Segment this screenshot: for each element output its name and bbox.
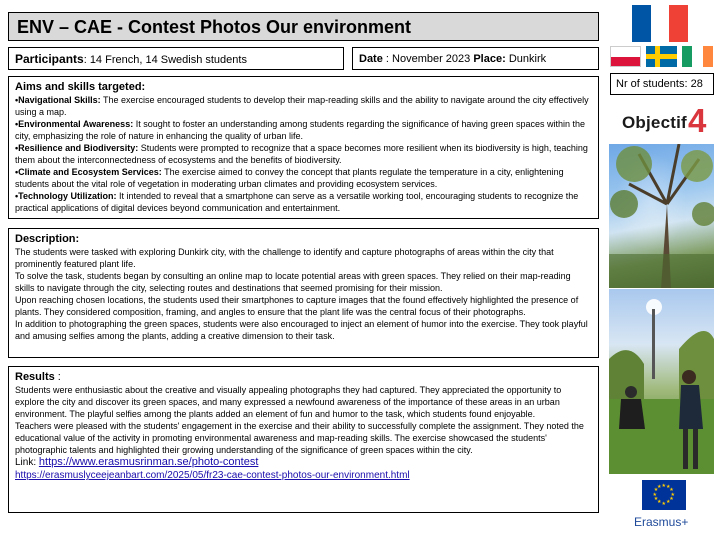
results-heading-suffix: : [54,371,61,383]
aims-item-title: •Technology Utilization: [15,191,117,201]
date-value: : November 2023 [382,53,474,65]
eu-star-icon: ★ [661,500,666,507]
link-label: Link: [15,457,39,468]
erasmus-plus-label: Erasmus+ [634,515,689,529]
aims-item [15,190,592,214]
flag-ireland-icon [682,46,713,67]
aims-item-text: The exercise encouraged students to develop their map-reading skills and the ability to navigate around the city effectively using a map. [15,95,589,117]
photo-contest-link[interactable]: https://www.erasmusrinman.se/photo-contest [38,456,259,468]
results-heading-row [15,370,592,384]
description-paragraph: In addition to photographing the green spaces, students were also encouraged to inject an element of humor into the exercise. They took playful and amusing selfies among the plants, adding a creative dimension to their task. [15,319,588,341]
eu-star-icon: ★ [657,483,662,490]
objectif-number: 4 [688,102,707,139]
participants-value: : 14 French, 14 Swedish students [83,54,247,66]
eu-star-icon: ★ [669,496,674,502]
students-count: Nr of students: 28 [616,78,703,90]
results-paragraph: Teachers were pleased with the students' engagement in the exercise and their ability to successfully complete the assignment. They noted the educational value of the activity in promoting environmental awareness and map-reading skills. The exercise showcased the students' photographic talents and highlighted their growing understanding of the significance of green spaces within the city. [15,421,584,455]
date-label: Date [359,53,383,65]
students-count-box [610,73,714,95]
date-box [352,47,599,70]
eu-star-icon: ★ [653,487,659,493]
eu-star-icon: ★ [670,491,675,498]
objectif-logo [620,104,716,138]
eu-star-icon: ★ [666,499,671,506]
aims-item-title: •Climate and Ecosystem Services: [15,167,162,177]
flag-sweden-icon [646,46,677,67]
participants-label: Participants [15,52,84,66]
aims-box [8,76,599,219]
aims-item-title: •Resilience and Biodiversity: [15,143,139,153]
title-box [8,12,599,41]
link-row [15,456,592,469]
aims-item-text: It sought to foster an understanding among students regarding the significance of having green spaces within the city, emphasizing the role of nature in enhancing the quality of urban life. [15,119,585,141]
students-photo [609,289,714,474]
eu-star-icon: ★ [666,483,671,490]
description-paragraph: The students were tasked with exploring Dunkirk city, with the challenge to identify and capture photographs of areas within the city that prominently featured plant life. [15,247,554,269]
place-label: Place: [473,53,506,65]
eu-star-icon: ★ [653,496,659,502]
participants-box [8,47,344,70]
aims-item-title: •Navigational Skills: [15,95,101,105]
flag-poland-icon [610,46,641,67]
aims-heading: Aims and skills targeted: [15,81,146,93]
results-heading: Results [15,371,55,383]
tree-photo [609,144,714,288]
aims-item [15,118,592,142]
aims-item [15,142,592,166]
place-value: Dunkirk [505,53,547,65]
description-box [8,228,599,358]
aims-item-text: It intended to reveal that a smartphone can serve as a versatile working tool, encouraging students to recognize the practical applications of digital devices beyond communication and entertainment. [15,191,579,213]
eu-star-icon: ★ [652,491,657,498]
flag-france-icon [632,5,688,42]
link-row-2 [15,469,592,482]
eu-star-icon: ★ [669,487,674,493]
aims-item-text: Students were prompted to recognize that a space becomes more resilient when its biodiversity is high, teaching them about the interconnectedness of ecosystems and the benefits of biodiversity. [15,143,588,165]
aims-item-title: •Environmental Awareness: [15,119,134,129]
aims-item-text: The exercise aimed to convey the concept that plants regulate the temperature in a city, enlightening students about the vital role of vegetation in moderating urban climates and providing ecosystem services. [15,167,564,189]
blog-article-link[interactable]: https://erasmuslyceejeanbart.com/2025/05/fr23-cae-contest-photos-our-environment.html [15,470,410,481]
eu-star-icon: ★ [661,482,666,489]
aims-item [15,94,592,118]
results-paragraph: Students were enthusiastic about the creative and visually appealing photographs they had captured. They appreciated the opportunity to explore the city and discover its green spaces, and many expressed a newfound awareness of the importance of these areas in an urban environment. The playful selfies among the plants added an element of fun and humor to the task, which students found enjoyable. [15,385,562,419]
aims-item [15,166,592,190]
description-paragraph: Upon reaching chosen locations, the students used their smartphones to capture images that the found effectively highlighted the presence of plants. They considered composition, framing, and angles to ensure that the plant life was the central focus of their photographs. [15,295,579,317]
objectif-text: Objectif [622,113,687,132]
description-heading: Description: [15,233,80,245]
description-paragraph: To solve the task, students began by consulting an online map to locate potential areas with green spaces. They relied on their map-reading skills to navigate through the city, selecting routes and destinations that seemed promising for their mission. [15,271,571,293]
eu-star-icon: ★ [657,499,662,506]
eu-flag-icon [642,480,686,510]
page-title: ENV – CAE - Contest Photos Our environment [17,17,412,37]
results-box [8,366,599,513]
